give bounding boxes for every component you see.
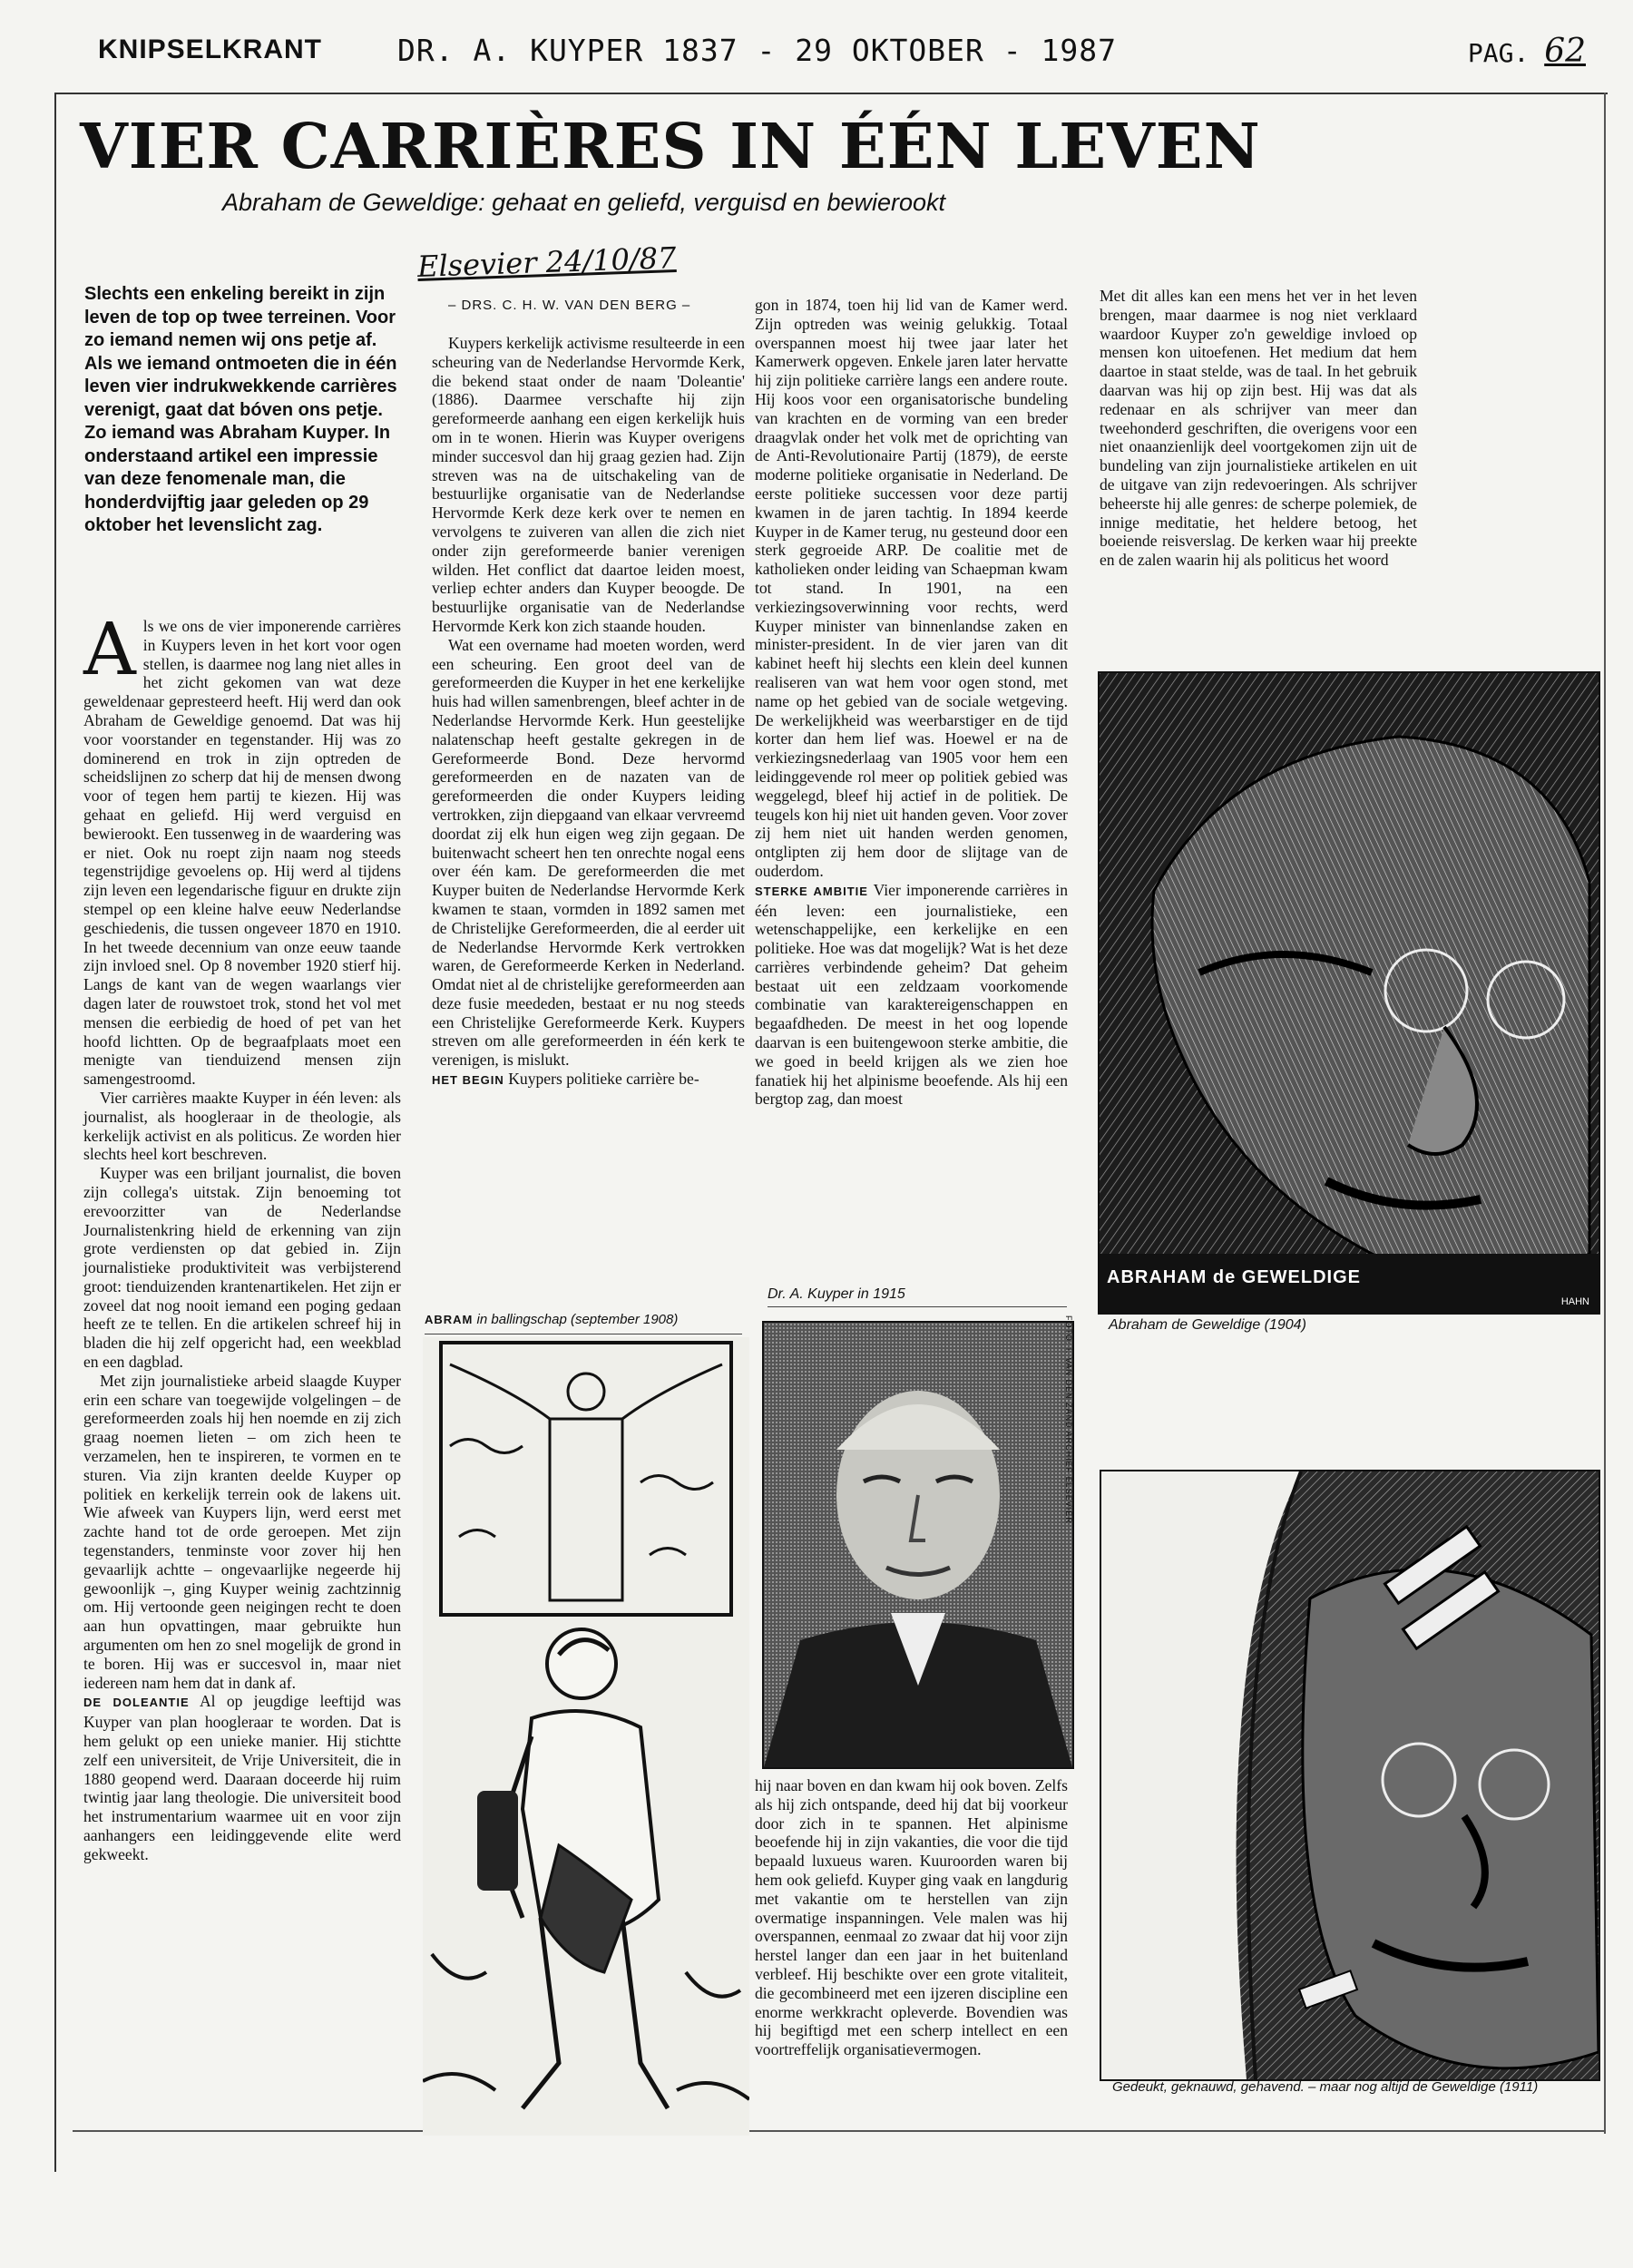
handwritten-source-note: Elsevier 24/10/87 bbox=[416, 240, 677, 284]
column-3 bbox=[755, 296, 1068, 1109]
page-label: PAG. bbox=[1467, 38, 1530, 68]
illustration-exile-1908 bbox=[423, 1337, 749, 2136]
article-title: VIER CARRIÈRES IN ÉÉN LEVEN bbox=[80, 111, 1261, 183]
article-lead: Slechts een enkeling bereikt in zijn leven de top op twee terreinen. Voor zo iemand nemen wij ons petje af. Als we iemand ontmoeten die in één leven vier indrukwekkende carrières verenigt, gaat dat bóven ons petje. Zo iemand was Abraham Kuyper. In onderstaand artikel een impressie van deze fenomenale man, die honderdvijftig jaar geleden op 29 oktober het levenslicht zag. bbox=[84, 284, 397, 535]
column-2 bbox=[432, 334, 745, 1090]
caricature-banner: ABRAHAM de GEWELDIGE bbox=[1107, 1267, 1361, 1287]
col2-paragraph-2: Wat een overname had moeten worden, werd een scheuring. Een groot deel van de gereformeerden die Kuyper in het ene kerkelijke huis had willen samenbrengen, bleef achter in de Nederlandse Hervormde Kerk. Hun geestelijke nalatenschap heeft gestalte gekregen in de Gereformeerde Bond. Deze hervormd gereformeerden en de nazaten van de gereformeerden die onder Kuypers leiding vertrokken, zijn diepgaand van elkaar vervreemd doordat zij elk hun eigen weg zijn gegaan. De buitenwacht scheert hen ten onrechte nogal eens over één kam. De gereformeerden die met Kuyper buiten de Nederlandse Hervormde Kerk kwamen te staan, vormden in 1892 samen met de Christelijke Gereformeerden, die al eerder uit de Nederlandse Hervormde Kerk vertrokken waren, de Gereformeerde Kerken in Nederland. Omdat niet al de christelijke gereformeerden aan deze fusie meededen, bestaat er nu nog steeds een Christelijke Gereformeerde Kerk. Kuypers streven om alle gereformeerden in één kerk te verenigen, is mislukt. bbox=[432, 635, 745, 1070]
photo-kuyper-1915 bbox=[762, 1321, 1074, 1769]
caricature-1904 bbox=[1098, 671, 1600, 1315]
exile-drawing bbox=[423, 1337, 749, 2136]
header-left: KNIPSELKRANT bbox=[98, 34, 323, 64]
caption-photo-rule bbox=[768, 1306, 1067, 1307]
portrait-drawing bbox=[764, 1323, 1072, 1767]
col3-paragraph-1: gon in 1874, toen hij lid van de Kamer werd. Zijn optreden was weinig gelukkig. Totaal overspannen moest hij twee jaar later het Kamerwerk opgeven. Enkele jaren later hervatte hij zijn politieke carrière langs een andere route. Hij koos voor een organisatorische bundeling van krachten en de vorming van een breder draagvlak onder het volk met de oprichting van de Anti-Revolutionaire Partij (1879), de eerste moderne politieke organisatie in Nederland. De eerste politieke successen voor deze partij kwamen in de jaren tachtig. In 1894 keerde Kuyper in de Kamer terug, nu gesteund door een sterk gegroeide ARP. De coalitie met de katholieken onder leiding van Schaepman kwam tot stand. In 1901, na een verkiezingsoverwinning voor rechts, werd Kuyper minister van binnenlandse zaken en minister-president. In de vier jaren van dit kabinet heeft hij slechts een klein deel kunnen realiseren van wat hem voor ogen stond, met name op het gebied van de sociale wetgeving. De werkelijkheid was weerbarstiger en de tijd korter dan hem lief was. Hoewel er na de verkiezingsnederlaag van 1905 voor hem een leidinggevende rol meer op politiek gebied was weggelegd, bleef hij actief in de politiek. De teugels kon hij niet uit handen geven. Voor zover zij hem niet uit handen werden genomen, ontglipten zij hem door de slijtage van de ouderdom. bbox=[755, 296, 1068, 880]
caption-exile-text: in ballingschap (september 1908) bbox=[473, 1312, 679, 1327]
column-4 bbox=[1100, 287, 1417, 570]
header-center: DR. A. KUYPER 1837 - 29 OKTOBER - 1987 bbox=[397, 33, 1117, 68]
subhead-het-begin: HET BEGIN bbox=[432, 1073, 504, 1088]
artist-signature: HAHN bbox=[1560, 1296, 1589, 1307]
caption-photo-1915: Dr. A. Kuyper in 1915 bbox=[768, 1286, 905, 1302]
caricature-1904-drawing bbox=[1100, 673, 1599, 1313]
page-number: 62 bbox=[1544, 33, 1586, 70]
col1-paragraph-3: Kuyper was een briljant journalist, die boven zijn collega's uitstak. Zijn benoeming tot erevoorzitter van de Nederlandse Journalistenkring hield de erkenning van zijn grote verdiensten op dat gebied in. Zijn journalistieke produktiviteit was verbijsterend groot: tienduizenden krantenartikelen. Het zijn er zoveel dat nog nooit iemand een poging gedaan heeft ze te tellen. En die artikelen schreef hij in bladen die hij zelf opgericht had, een weekblad en een dagblad. bbox=[83, 1164, 401, 1372]
col1-paragraph-5: Al op jeugdige leeftijd was Kuyper van plan hoogleraar te worden. Dat is hem gelukt op een unieke manier. Hij stichtte zelf een universiteit, de Vrije Universiteit, die in 1880 geopend werd. Daaraan doceerde hij ruim twintig jaar lang theologie. Die universiteit bood het instrumentarium waarmee uit en voor zijn aanhangers een leidinggevende elite werd gekweekt. bbox=[83, 1692, 401, 1863]
caption-1911: Gedeukt, geknauwd, gehavend. – maar nog altijd de Geweldige (1911) bbox=[1112, 2079, 1539, 2095]
col3-paragraph-3: hij naar boven en dan kwam hij ook boven. Zelfs als hij zich ontspande, deed hij dat bij voorkeur door zich in te spannen. Het alpinisme beoefende hij in zijn vakanties, die voor die tijd bepaald luxueus waren. Kuuroorden waren bij hem ook geliefd. Kuyper ging vaak en langdurig met vakantie om te herstellen van zijn overmatige inspanningen. Vele malen was hij overspannen, eenmaal zo zwaar dat hij voor zijn herstel langer dan een jaar in het buitenland verbleef. Hij beschikte over een grote vitaliteit, die gecombineerd met een ijzeren discipline een enorme werkkracht opleverde. Bovendien was hij begiftigd met een scherp intellect en een voortreffelijk organisatievermogen. bbox=[755, 1776, 1068, 2059]
subhead-doleantie: DE DOLEANTIE bbox=[83, 1696, 190, 1710]
col1-paragraph-1: ls we ons de vier imponerende carrières in Kuypers leven in het kort voor ogen stellen, is daarmee nog lang niet alles in het zicht gekomen van wat deze geweldenaar gepresteerd heeft. Hij werd dan ook Abraham de Geweldige genoemd. Dat was hij voor voorstander en tegenstander. Hij was zo dominerend en trok in zijn optreden de scheidslijnen zo scherp dat hij de mensen dwong voor of tegen hem partij te kiezen. Hij was gehaat en geliefd. Hij werd verguisd en bewierookt. Een tussenweg in de waardering was er niet. Ook nu roept zijn naam nog steeds tegenstrijdige gevoelens op. Hij werd al tijdens zijn leven een legendarische figuur en drukte zijn stempel op een kleine halve eeuw Nederlandse geschiedenis, die tussen ongeveer 1870 en 1910. In het tweede decennium van onze eeuw taande zijn invloed snel. Op 8 november 1920 stierf hij. Langs de kant van de wegen waarlangs vier dagen later de rouwstoet trok, stond het vol met mensen die eerbiedig de hoed of pet van het hoofd lichtten. Op de begraafplaats moet een menigte van tienduizend mensen zijn samengestroomd. bbox=[83, 617, 401, 1089]
caption-1904: Abraham de Geweldige (1904) bbox=[1109, 1317, 1306, 1333]
col2-paragraph-3: Kuypers politieke carrière be- bbox=[504, 1070, 699, 1089]
frame-bottom-border bbox=[73, 2130, 1606, 2132]
clipping-header bbox=[98, 27, 1586, 73]
col1-paragraph-4: Met zijn journalistieke arbeid slaagde Kuyper erin een schare van toegewijde volgelingen – de gereformeerden zoals hij hen noemde en zij zich graag noemen lieten – om zich heen te verzamelen, hen te inspireren, te vormen en te sturen. Via zijn kranten deelde Kuyper op politiek en kerkelijk terrein ook de lakens uit. Wie afweek van Kuypers lijn, werd eerst met zachte hand tot de orde geroepen. Met zijn tegenstanders, tenminste voor zover hij hen gevaarlijk achtte – ongevaarlijke negeerde hij gewoonlijk –, ging Kuyper weinig zachtzinnig om. Hij vertoonde geen neigingen recht te doen aan hun opvattingen, maar gebruikte hun argumenten om hen zo snel mogelijk de grond in te boren. Hij was er succesvol in, maar niet iedereen nam hem dat in dank af. bbox=[83, 1371, 401, 1692]
photo-credit: FOTO: I. VAN DEN ZAND ARCHIEF ELSEVIER bbox=[1064, 1315, 1073, 1524]
column-1 bbox=[83, 607, 401, 1864]
frame-right-border bbox=[1604, 93, 1606, 2134]
subhead-sterke-ambitie: STERKE AMBITIE bbox=[755, 884, 868, 898]
col4-paragraph-1: Met dit alles kan een mens het ver in het leven brengen, maar daarmee is nog niet verklaard waardoor Kuyper zo'n geweldige invloed op mensen kon uitoefenen. Het medium dat hem daartoe in staat stelde, was de taal. In het gebruik daarvan was hij op zijn best. Hij was dat als redenaar en als schrijver van meer dan tweehonderd geschriften, die overigens voor een niet onaanzienlijk deel voortgekomen zijn uit de bundeling van zijn journalistieke artikelen en uit de uitgave van zijn redevoeringen. Als schrijver beheerste hij alle genres: de scherpe polemiek, de innige meditatie, het heldere betoog, het boeiende reisverslag. De kerken waar hij preekte en de zalen waarin hij als politicus het woord bbox=[1100, 287, 1417, 570]
drop-cap: A bbox=[83, 607, 136, 691]
article-subtitle: Abraham de Geweldige: gehaat en geliefd, verguisd en bewierookt bbox=[222, 189, 946, 216]
caricature-1911 bbox=[1100, 1470, 1600, 2081]
caption-exile-keyword: ABRAM bbox=[425, 1313, 474, 1326]
caption-exile bbox=[425, 1312, 678, 1327]
column-3-continued bbox=[755, 1776, 1068, 2059]
col1-paragraph-2: Vier carrières maakte Kuyper in één leven: als journalist, als hoogleraar in de theologie, als kerkelijk activist en als politicus. Ze worden hier slechts heel kort beschreven. bbox=[83, 1088, 401, 1164]
byline: – DRS. C. H. W. VAN DEN BERG – bbox=[448, 298, 691, 313]
caricature-1911-drawing bbox=[1101, 1471, 1599, 2079]
col3-paragraph-2: Vier imponerende carrières in één leven: een journalistieke, een wetenschappelijke, een kerkelijke en een politieke. Hoe was dat mogelijk? Wat is het deze carrières verbindende geheim? Dat geheim bestaat uit een zeldzaam voorkomende combinatie van karaktereigenschappen en begaafdheden. De meest in het oog lopende daarvan is een buitengewoon sterke ambitie, die we goed in beeld krijgen als we zien hoe fanatiek hij het alpinisme beoefende. Als hij een bergtop zag, dan moest bbox=[755, 880, 1068, 1109]
col2-paragraph-1: Kuypers kerkelijk activisme resulteerde in een scheuring van de Nederlandse Hervormde Kerk, die bekend staat onder de naam 'Doleantie' (1886). Daarmee verschafte hij zijn gereformeerde aanhang een eigen kerkelijk huis om in te wonen. Hierin was Kuyper overigens minder succesvol dan hij graag gezien had. Zijn streven was na de uitschakeling van de bestuurlijke organisatie van de Nederlandse Hervormde Kerk deze kerk over te nemen en vervolgens te zuiveren van allen die zich niet onder zijn gereformeerde banier verenigen wilden. Het conflict dat daartoe leiden moest, verliep echter anders dan Kuyper beoogde. De bestuurlijke organisatie van de Nederlandse Hervormde Kerk kon zich staande houden. bbox=[432, 334, 745, 635]
header-page bbox=[1468, 33, 1586, 70]
